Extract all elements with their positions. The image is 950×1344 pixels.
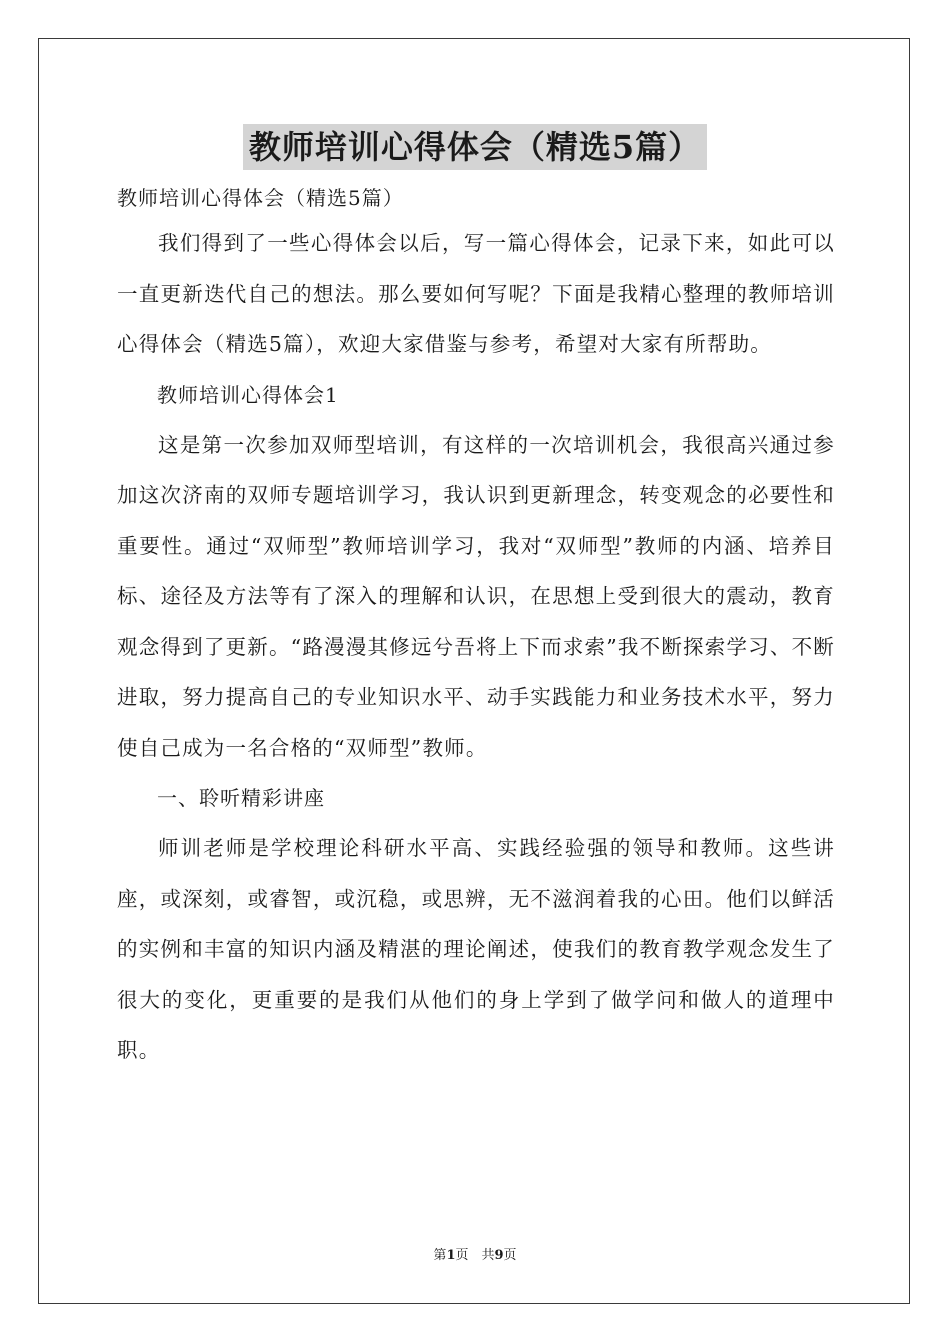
section1-paragraph-1[interactable]: 这是第一次参加双师型培训，有这样的一次培训机会，我很高兴通过参加这次济南的双师专题培训学习，我认识到更新理念，转变观念的必要性和重要性。通过“双师型”教师培训学习，我对“双师型”教师的内涵、培养目标、途径及方法等有了深入的理解和认识，在思想上受到很大的震动，教育观念得到了更新。“路漫漫其修远兮吾将上下而求索”我不断探索学习、不断进取，努力提高自己的专业知识水平、动手实践能力和业务技术水平，努力使自己成为一名合格的“双师型”教师。 — [117, 432, 835, 760]
subheading-lectures[interactable]: 一、聆听精彩讲座 — [157, 786, 325, 810]
footer-mid: 页 共 — [455, 1248, 495, 1263]
intro-paragraph[interactable]: 我们得到了一些心得体会以后，写一篇心得体会，记录下来，如此可以一直更新迭代自己的想法。那么要如何写呢？下面是我精心整理的教师培训心得体会（精选5篇），欢迎大家借鉴与参考，希望对大家有所帮助。 — [117, 231, 835, 356]
section-heading-1[interactable]: 教师培训心得体会1 — [157, 382, 339, 407]
footer-total-pages: 9 — [494, 1248, 504, 1263]
footer-suffix: 页 — [503, 1248, 517, 1263]
document-subtitle[interactable]: 教师培训心得体会（精选5篇） — [117, 186, 404, 210]
page-footer — [0, 1244, 950, 1263]
document-body — [117, 178, 835, 1076]
document-title[interactable]: 教师培训心得体会（精选5篇） — [243, 124, 707, 170]
footer-current-page: 1 — [446, 1248, 456, 1263]
footer-prefix: 第 — [433, 1248, 447, 1263]
section1-paragraph-2[interactable]: 师训老师是学校理论科研水平高、实践经验强的领导和教师。这些讲座，或深刻，或睿智，或沉稳，或思辨，无不滋润着我的心田。他们以鲜活的实例和丰富的知识内涵及精湛的理论阐述，使我们的教育教学观念发生了很大的变化，更重要的是我们从他们的身上学到了做学问和做人的道理中职。 — [117, 836, 835, 1062]
title-area — [0, 124, 950, 170]
